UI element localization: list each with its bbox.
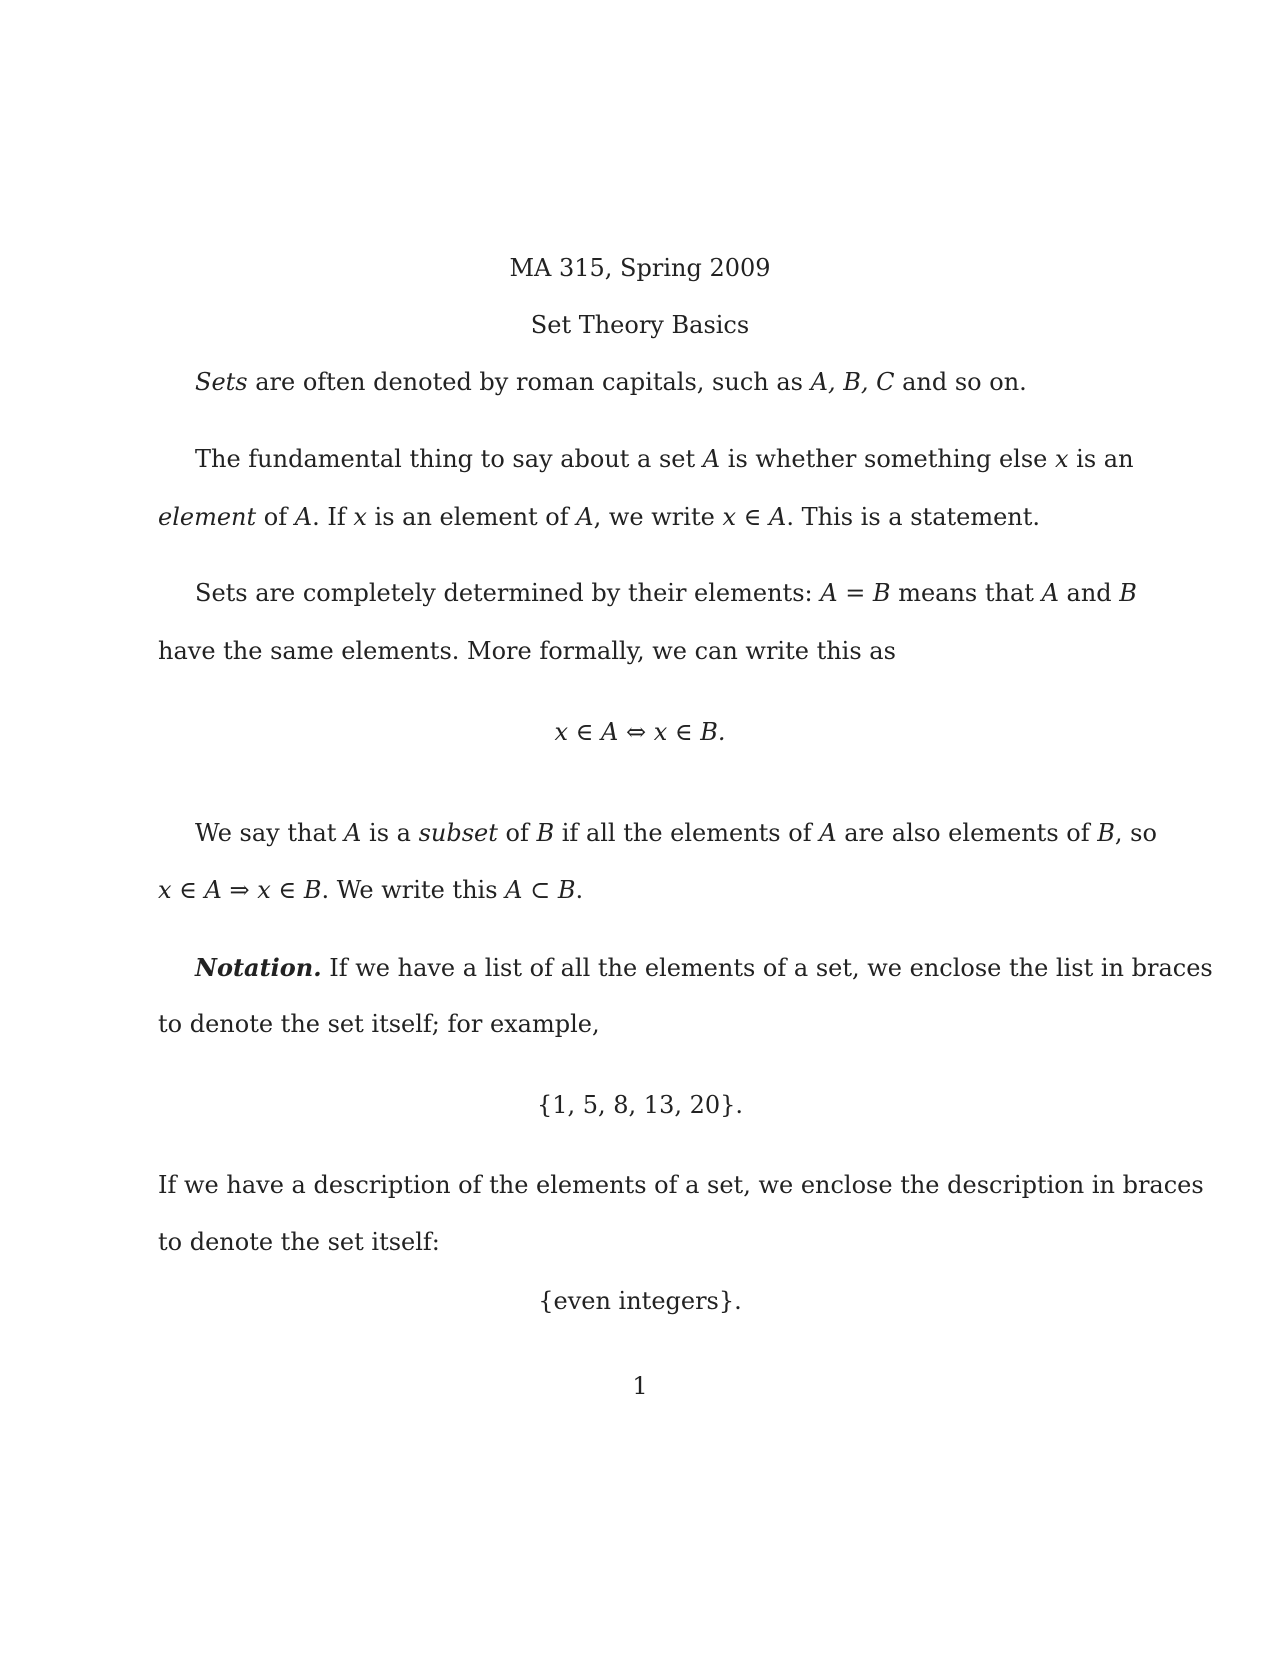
equation-equivalence: x ∈ A ⇔ x ∈ B. [554, 718, 726, 746]
term-subset: subset [418, 819, 498, 847]
equation-description-set: {even integers}. [538, 1287, 742, 1315]
paragraph-sets-notation: Sets are often denoted by roman capitals, such as A, B, C and so on. [195, 368, 1027, 396]
notation-heading: Notation. [195, 953, 322, 982]
paragraph-description-line-1: If we have a description of the elements of a set, we enclose the description in braces [158, 1171, 1204, 1199]
document-title: Set Theory Basics [530, 311, 750, 339]
paragraph-subset-line-2: x ∈ A ⇒ x ∈ B. We write this A ⊂ B. [158, 876, 584, 904]
paragraph-description-line-2: to denote the set itself: [158, 1228, 440, 1256]
paragraph-element-line-2: element of A. If x is an element of A, we write x ∈ A. This is a statement. [158, 503, 1041, 531]
paragraph-notation-line-2: to denote the set itself; for example, [158, 1010, 600, 1038]
math-inline: A, B, C [810, 368, 895, 396]
term-element: element [158, 503, 257, 531]
paragraph-equality-line-2: have the same elements. More formally, we can write this as [158, 637, 896, 665]
term-sets: Sets [195, 368, 248, 396]
paragraph-element-line-1: The fundamental thing to say about a set A is whether something else x is an [195, 445, 1134, 473]
paragraph-notation-line-1: Notation. If we have a list of all the elements of a set, we enclose the list in braces [195, 953, 1213, 982]
course-header: MA 315, Spring 2009 [509, 254, 771, 282]
paragraph-subset-line-1: We say that A is a subset of B if all the elements of A are also elements of B, so [195, 819, 1157, 847]
equation-list-set: {1, 5, 8, 13, 20}. [536, 1091, 744, 1119]
paragraph-equality-line-1: Sets are completely determined by their elements: A = B means that A and B [195, 579, 1137, 607]
page-number: 1 [632, 1372, 648, 1400]
